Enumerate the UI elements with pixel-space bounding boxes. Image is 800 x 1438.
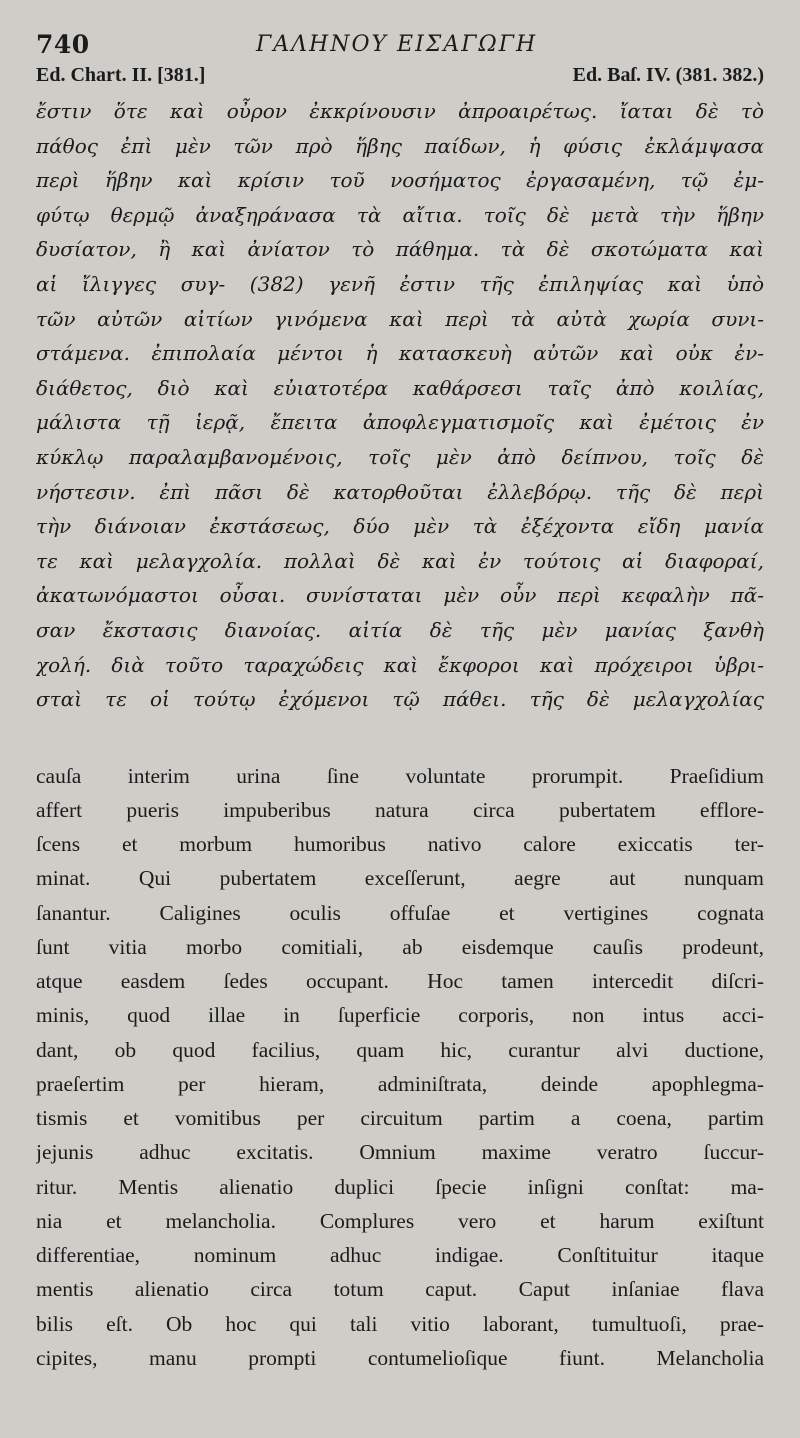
greek-line: ἀκατωνόμαστοι οὖσαι. συνίσταται μὲν οὖν περὶ κεφαλὴν πᾶ- [36,583,764,608]
page-header [36,26,764,64]
greek-line: δυσίατον, ἢ καὶ ἀνίατον τὸ πάθημα. τὰ δὲ σκοτώματα καὶ [36,237,764,262]
latin-line: ſunt vitia morbo comitiali, ab eisdemque cauſis prodeunt, [36,934,764,959]
latin-line: cauſa interim urina ſine voluntate prorumpit. Praeſidium [36,763,764,788]
greek-line: πάθος ἐπὶ μὲν τῶν πρὸ ἥβης παίδων, ἡ φύσις ἐκλάμψασα [36,133,764,158]
greek-line: περὶ ἥβην καὶ κρίσιν τοῦ νοσήματος ἐργασαμένη, τῷ ἐμ- [36,168,764,193]
latin-line: minis, quod illae in ſuperficie corporis, non intus acci- [36,1003,764,1028]
latin-line: nia et melancholia. Complures vero et harum exiſtunt [36,1208,764,1233]
greek-line: νήστεσιν. ἐπὶ πᾶσι δὲ κατορθοῦται ἐλλεβόρῳ. τῆς δὲ περὶ [36,479,764,504]
greek-line: κύκλῳ παραλαμβανομένοις, τοῖς μὲν ἀπὸ δείπνου, τοῖς δὲ [36,444,764,469]
latin-line: differentiae, nominum adhuc indigae. Conſtituitur itaque [36,1243,764,1268]
greek-line: χολή. διὰ τοῦτο ταραχώδεις καὶ ἔκφοροι καὶ πρόχειροι ὑβρι- [36,652,764,677]
latin-line: atque easdem ſedes occupant. Hoc tamen intercedit diſcri- [36,969,764,994]
latin-line: minat. Qui pubertatem exceſſerunt, aegre aut nunquam [36,866,764,891]
latin-line: dant, ob quod facilius, quam hic, curantur alvi ductione, [36,1037,764,1062]
greek-line: τὴν διάνοιαν ἐκστάσεως, δύο μὲν τὰ ἐξέχοντα εἴδη μανία [36,514,764,539]
greek-line: σαν ἔκστασις διανοίας. αἰτία δὲ τῆς μὲν μανίας ξανθὴ [36,617,764,642]
latin-line: affert pueris impuberibus natura circa pubertatem efflore- [36,797,764,822]
greek-line: διάθετος, διὸ καὶ εὐιατοτέρα καθάρσεσι ταῖς ἀπὸ κοιλίας, [36,375,764,400]
latin-line: cipites, manu prompti contumelioſique fiunt. Melancholia [36,1345,764,1370]
greek-line: ἔστιν ὅτε καὶ οὖρον ἐκκρίνουσιν ἀπροαιρέτως. ἴαται δὲ τὸ [36,99,764,123]
page-number: 740 [36,30,90,59]
latin-line: mentis alienatio circa totum caput. Caput inſaniae flava [36,1277,764,1302]
latin-line: bilis eſt. Ob hoc qui tali vitio laborant, tumultuoſi, prae- [36,1311,764,1336]
greek-text-block [36,94,764,717]
greek-line: μάλιστα τῇ ἱερᾷ, ἔπειτα ἀποφλεγματισμοῖς καὶ ἐμέτοις ἐν [36,410,764,435]
edition-reference-left: Ed. Chart. II. [381.] [36,64,206,86]
running-title: ΓΑΛΗΝΟΥ ΕΙΣΑΓΩΓΗ [256,32,538,57]
latin-line: tismis et vomitibus per circuitum partim a coena, partim [36,1106,764,1131]
greek-line: φύτῳ θερμῷ ἀναξηράνασα τὰ αἴτια. τοῖς δὲ μετὰ τὴν ἥβην [36,202,764,227]
latin-line: praeſertim per hieram, adminiſtrata, deinde apophlegma- [36,1071,764,1096]
edition-reference-right: Ed. Baſ. IV. (381. 382.) [572,64,764,86]
latin-line: ſanantur. Caligines oculis offuſae et vertigines cognata [36,900,764,925]
greek-line: στάμενα. ἐπιπολαία μέντοι ἡ κατασκευὴ αὐτῶν καὶ οὐκ ἐν- [36,341,764,366]
greek-line: τῶν αὐτῶν αἰτίων γινόμενα καὶ περὶ τὰ αὐτὰ χωρία συνι- [36,306,764,331]
latin-line: jejunis adhuc excitatis. Omnium maxime veratro ſuccur- [36,1140,764,1165]
greek-line: αἱ ἴλιγγες συγ- (382) γενῆ ἐστιν τῆς ἐπιληψίας καὶ ὑπὸ [36,271,764,296]
greek-line: τε καὶ μελαγχολία. πολλαὶ δὲ καὶ ἐν τούτοις αἱ διαφοραί, [36,548,764,573]
greek-line: σταὶ τε οἱ τούτῳ ἐχόμενοι τῷ πάθει. τῆς δὲ μελαγχολίας [36,687,764,712]
latin-line: ritur. Mentis alienatio duplici ſpecie inſigni conſtat: ma- [36,1174,764,1199]
section-gap [36,717,764,759]
latin-line: ſcens et morbum humoribus nativo calore exiccatis ter- [36,832,764,857]
latin-text-block [36,759,764,1376]
edition-reference-line [36,64,764,92]
